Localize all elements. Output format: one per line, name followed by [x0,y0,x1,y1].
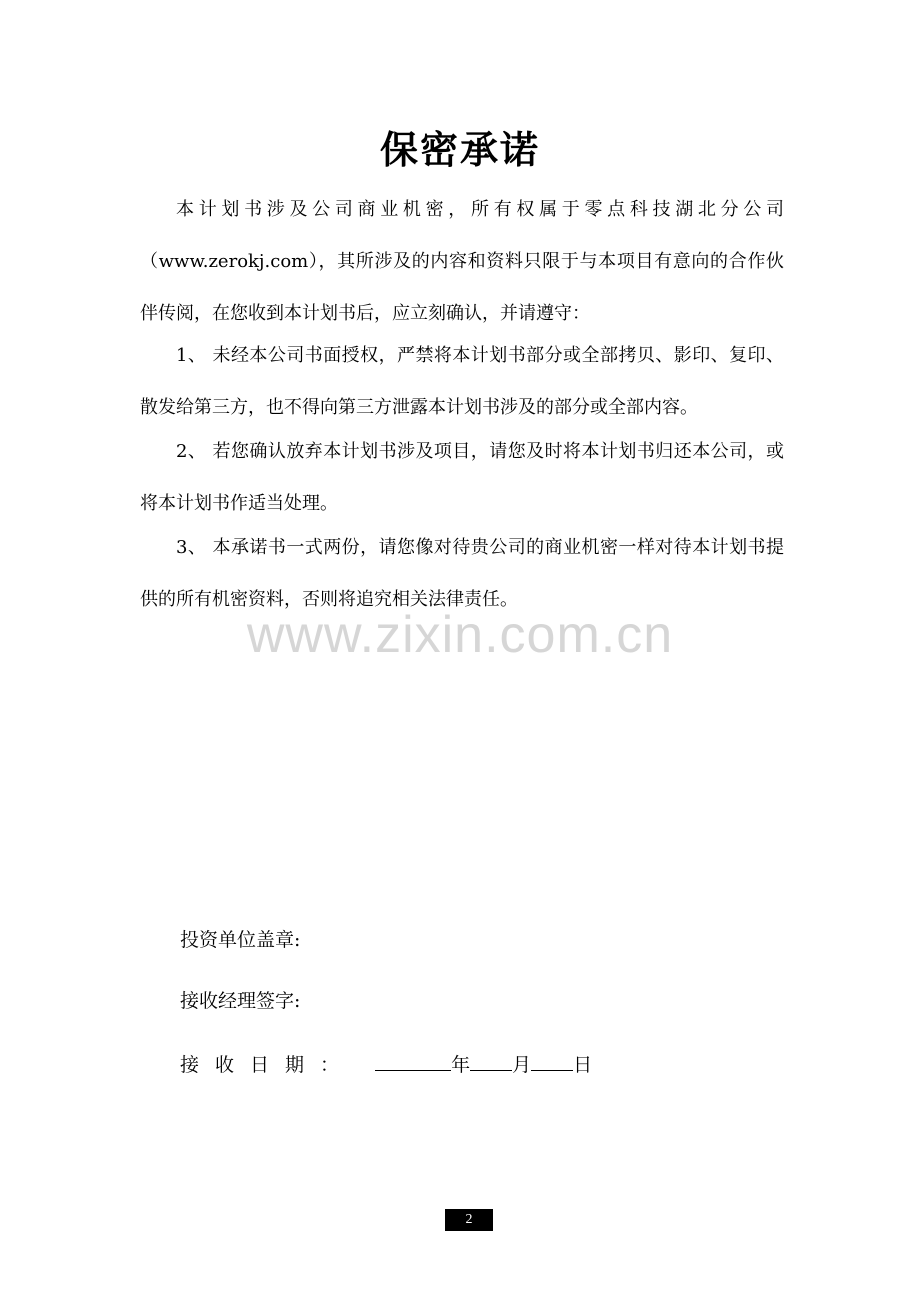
year-blank[interactable] [375,1050,451,1071]
watermark: www.zixin.com.cn [246,606,674,664]
seal-label: 投资单位盖章: [180,929,301,951]
document-title: 保密承诺 [379,128,540,172]
clause-1 [140,330,784,434]
year-label: 年 [451,1054,471,1076]
month-label: 月 [512,1054,532,1076]
intro-text: 本计划书涉及公司商业机密，所有权属于零点科技湖北分公司（www.zerokj.com），其所涉及的内容和资料只限于与本项目有意向的合作伙伴传阅，在您收到本计划书后，应立刻确认，并请遵守： [140,199,784,324]
manager-signature-label: 接收经理签字: [180,990,301,1012]
day-blank[interactable] [531,1050,573,1071]
clause-2-text: 2、 若您确认放弃本计划书涉及项目，请您及时将本计划书归还本公司，或将本计划书作适当处理。 [140,441,784,514]
clause-3-text: 3、 本承诺书一式两份，请您像对待贵公司的商业机密一样对待本计划书提供的所有机密资料，否则将追究相关法律责任。 [140,537,784,610]
receive-date-line [180,1050,592,1080]
day-label: 日 [573,1054,593,1076]
date-label: 接收日期： [180,1054,356,1076]
page-number: 2 [445,1209,493,1231]
intro-paragraph [140,184,784,340]
clause-1-text: 1、 未经本公司书面授权，严禁将本计划书部分或全部拷贝、影印、复印、散发给第三方，也不得向第三方泄露本计划书涉及的部分或全部内容。 [140,345,784,418]
clause-2 [140,426,784,530]
month-blank[interactable] [470,1050,512,1071]
